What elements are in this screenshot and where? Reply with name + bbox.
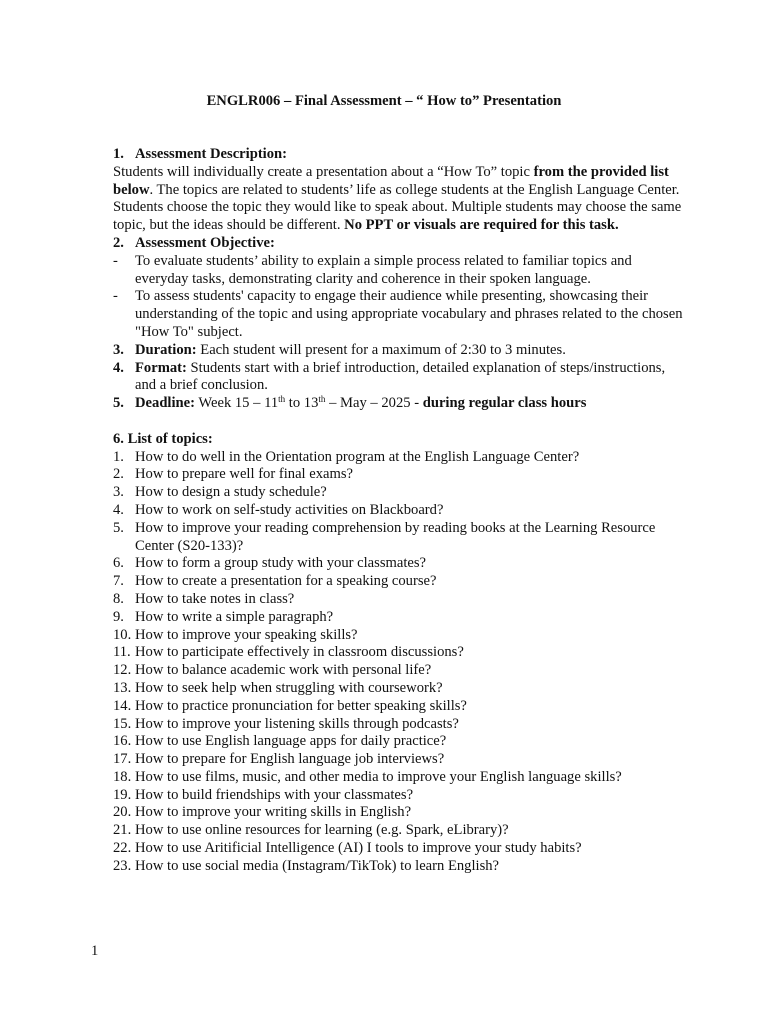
section-objective bbox=[113, 235, 683, 253]
section-label: Format: bbox=[135, 359, 187, 376]
topic-text: How to participate effectively in classroom discussions? bbox=[135, 644, 464, 661]
topic-number: 11. bbox=[113, 644, 131, 661]
topic-item bbox=[113, 840, 683, 858]
topic-number: 15. bbox=[113, 715, 132, 732]
topic-number: 5. bbox=[113, 519, 124, 536]
topic-text: How to use social media (Instagram/TikTok) to learn English? bbox=[135, 857, 500, 874]
topic-text: How to take notes in class? bbox=[135, 590, 295, 607]
topic-number: 19. bbox=[113, 786, 132, 803]
topic-text: How to use films, music, and other media to improve your English language skills? bbox=[135, 768, 622, 785]
section-format bbox=[113, 360, 683, 396]
deadline-emphasis: during regular class hours bbox=[422, 395, 587, 412]
section-duration bbox=[113, 342, 683, 360]
topic-text: How to practice pronunciation for better speaking skills? bbox=[135, 697, 467, 714]
page-title: ENGLR006 – Final Assessment – “ How to” Presentation bbox=[206, 93, 562, 109]
topic-text: How to improve your reading comprehension by reading books at the Learning Resource Center (S20-133)? bbox=[135, 519, 656, 554]
topic-text: How to seek help when struggling with coursework? bbox=[135, 679, 443, 696]
topic-number: 18. bbox=[113, 768, 132, 785]
topic-text: How to write a simple paragraph? bbox=[135, 608, 334, 625]
topic-item bbox=[113, 520, 683, 556]
description-text: . The topics are related to students’ life as college students at the English Language Center. Students choose the topic they would like to speak about. Multiple students may choose the same topic, but the ideas should be different. bbox=[113, 181, 682, 234]
description-paragraph bbox=[113, 164, 683, 235]
topic-text: How to use English language apps for daily practice? bbox=[135, 733, 447, 750]
topic-text: How to improve your speaking skills? bbox=[135, 626, 358, 643]
description-emphasis: No PPT or visuals are required for this task. bbox=[344, 217, 619, 234]
topic-item bbox=[113, 627, 683, 645]
topic-item bbox=[113, 787, 683, 805]
section-text: Each student will present for a maximum of 2:30 to 3 minutes. bbox=[196, 341, 566, 358]
superscript: th bbox=[278, 394, 286, 405]
section-deadline bbox=[113, 395, 683, 413]
topic-text: How to form a group study with your classmates? bbox=[135, 555, 427, 572]
topic-number: 21. bbox=[113, 822, 132, 839]
topic-text: How to create a presentation for a speaking course? bbox=[135, 573, 437, 590]
topics-heading: 6. List of topics: bbox=[113, 430, 213, 447]
topic-number: 20. bbox=[113, 804, 132, 821]
topic-number: 17. bbox=[113, 751, 132, 768]
bullet-text: To evaluate students’ ability to explain a simple process related to familiar topics and everyday tasks, demonstrating clarity and coherence in their spoken language. bbox=[135, 252, 632, 287]
topic-number: 10. bbox=[113, 626, 132, 643]
topic-text: How to build friendships with your classmates? bbox=[135, 786, 414, 803]
topic-item bbox=[113, 698, 683, 716]
section-description bbox=[113, 146, 683, 164]
topic-number: 3. bbox=[113, 484, 124, 501]
topic-text: How to improve your listening skills through podcasts? bbox=[135, 715, 459, 732]
topic-number: 7. bbox=[113, 573, 124, 590]
bullet-mark: - bbox=[113, 252, 118, 269]
topic-number: 23. bbox=[113, 857, 132, 874]
topic-number: 2. bbox=[113, 466, 124, 483]
topic-item bbox=[113, 822, 683, 840]
spacer bbox=[113, 413, 683, 431]
topic-item bbox=[113, 751, 683, 769]
document-body bbox=[113, 146, 683, 876]
topic-item bbox=[113, 804, 683, 822]
topic-text: How to do well in the Orientation program at the English Language Center? bbox=[135, 448, 580, 465]
topic-text: How to prepare for English language job interviews? bbox=[135, 751, 445, 768]
section-text: Students start with a brief introduction, detailed explanation of steps/instructions, and a brief conclusion. bbox=[135, 359, 666, 394]
topic-number: 22. bbox=[113, 840, 132, 857]
topic-text: How to improve your writing skills in English? bbox=[135, 804, 412, 821]
topic-text: How to work on self-study activities on Blackboard? bbox=[135, 501, 444, 518]
topic-item bbox=[113, 769, 683, 787]
topic-number: 16. bbox=[113, 733, 132, 750]
topic-text: How to balance academic work with personal life? bbox=[135, 662, 432, 679]
topic-number: 14. bbox=[113, 697, 132, 714]
description-text: Students will individually create a presentation about a “How To” topic bbox=[113, 163, 534, 180]
bullet-text: To assess students' capacity to engage their audience while presenting, showcasing their understanding of the topic and using appropriate vocabulary and phrases related to the chosen "How To" subject. bbox=[135, 288, 683, 340]
section-number: 4. bbox=[113, 359, 124, 376]
topic-number: 6. bbox=[113, 555, 124, 572]
section-label: Duration: bbox=[135, 341, 197, 358]
deadline-text: – May – 2025 - bbox=[325, 395, 423, 412]
deadline-text: Week 15 – 11 bbox=[195, 395, 279, 412]
topic-item bbox=[113, 573, 683, 591]
topic-item bbox=[113, 716, 683, 734]
topic-item bbox=[113, 609, 683, 627]
topic-item bbox=[113, 644, 683, 662]
topic-number: 4. bbox=[113, 501, 124, 518]
superscript: th bbox=[318, 394, 326, 405]
topic-item bbox=[113, 858, 683, 876]
topic-number: 8. bbox=[113, 590, 124, 607]
topic-item bbox=[113, 733, 683, 751]
topic-item bbox=[113, 662, 683, 680]
deadline-text: to 13 bbox=[285, 395, 319, 412]
topic-item bbox=[113, 484, 683, 502]
topic-text: How to use Aritificial Intelligence (AI) I tools to improve your study habits? bbox=[135, 840, 582, 857]
bullet-mark: - bbox=[113, 288, 118, 305]
section-heading: Assessment Description: bbox=[135, 146, 288, 162]
topic-item bbox=[113, 466, 683, 484]
topic-text: How to use online resources for learning (e.g. Spark, eLibrary)? bbox=[135, 822, 509, 839]
topic-item bbox=[113, 680, 683, 698]
topic-item bbox=[113, 502, 683, 520]
topic-number: 1. bbox=[113, 448, 124, 465]
topic-text: How to design a study schedule? bbox=[135, 484, 327, 501]
section-number: 5. bbox=[113, 395, 124, 412]
topic-number: 9. bbox=[113, 608, 124, 625]
section-number: 2. bbox=[113, 234, 124, 251]
section-number: 3. bbox=[113, 341, 124, 358]
topic-number: 12. bbox=[113, 662, 132, 679]
topic-item bbox=[113, 555, 683, 573]
page-number: 1 bbox=[91, 943, 99, 959]
topic-item bbox=[113, 591, 683, 609]
description-emphasis: from the provided list below bbox=[113, 163, 669, 198]
topics-list bbox=[113, 449, 683, 876]
section-number: 1. bbox=[113, 146, 124, 162]
section-heading: Assessment Objective: bbox=[135, 234, 275, 251]
objective-bullet bbox=[113, 253, 683, 289]
topic-number: 13. bbox=[113, 679, 132, 696]
topic-text: How to prepare well for final exams? bbox=[135, 466, 354, 483]
topic-item bbox=[113, 449, 683, 467]
section-label: Deadline: bbox=[135, 395, 195, 412]
objective-bullet bbox=[113, 288, 683, 341]
